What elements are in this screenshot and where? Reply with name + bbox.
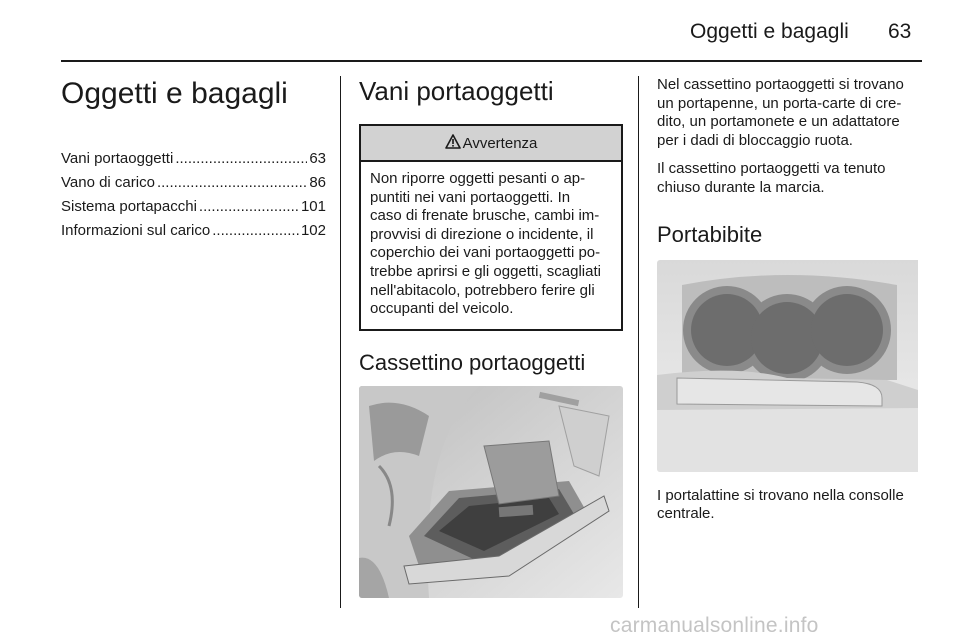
warning-line: coperchio dei vani portaoggetti po- [370, 244, 601, 262]
watermark: carmanualsonline.info [610, 614, 819, 637]
glovebox-description [657, 76, 923, 150]
text-line: centrale. [657, 505, 715, 523]
warning-line: caso di frenate brusche, cambi im- [370, 207, 600, 225]
warning-line: occupanti del veicolo. [370, 300, 514, 318]
text-line: un portapenne, un porta-carte di cre- [657, 94, 902, 112]
toc-entry[interactable] [61, 219, 326, 243]
section-column [359, 74, 623, 598]
toc-entry-label: Informazioni sul carico [61, 222, 211, 239]
toc-entry-label: Sistema portapacchi [61, 198, 197, 215]
glovebox-title: Cassettino portaoggetti [359, 349, 586, 375]
text-line: dito, un portamonete e un adattatore [657, 113, 900, 131]
glovebox-photo [359, 386, 623, 598]
toc-leader-dots [212, 219, 299, 243]
cupholders-title: Portabibite [657, 221, 763, 247]
text-column [657, 76, 923, 534]
text-line: I portalattine si trovano nella consolle [657, 486, 904, 504]
toc-entry-label: Vani portaoggetti [61, 150, 174, 167]
page-number: 63 [888, 20, 912, 43]
toc-entry-label: Vano di carico [61, 174, 155, 191]
section-title: Vani portaoggetti [359, 76, 554, 106]
cupholders-description [657, 487, 923, 524]
toc-entry-page: 63 [309, 150, 326, 167]
toc-entry[interactable] [61, 171, 326, 195]
cupholders-photo [657, 260, 923, 472]
warning-line: Non riporre oggetti pesanti o ap- [370, 170, 586, 187]
warning-text [361, 162, 621, 329]
warning-header [361, 126, 621, 162]
toc-entry-page: 101 [300, 198, 326, 215]
toc-leader-dots [157, 171, 307, 195]
column-divider-left [340, 76, 341, 608]
column-divider-right [638, 76, 639, 608]
toc-leader-dots [175, 147, 307, 171]
warning-line: provvisi di direzione o incidente, il [370, 225, 594, 243]
header-rule [61, 60, 922, 62]
table-of-contents [61, 147, 326, 243]
text-line: per i dadi di bloccaggio ruota. [657, 131, 853, 149]
chapter-title: Oggetti e bagagli [61, 77, 288, 110]
warning-line: trebbe aprirsi e gli oggetti, scagliati [370, 262, 601, 280]
warning-line: puntiti nei vani portaoggetti. In [370, 188, 571, 206]
glovebox-note [657, 160, 923, 197]
toc-entry[interactable] [61, 195, 326, 219]
text-line: Nel cassettino portaoggetti si trovano [657, 76, 904, 93]
text-line: chiuso durante la marcia. [657, 178, 825, 196]
warning-line: nell'abitacolo, potrebbero ferire gli [370, 281, 595, 299]
warning-box [359, 124, 623, 331]
text-line: Il cassettino portaoggetti va tenuto [657, 160, 886, 178]
warning-triangle-icon [445, 134, 461, 153]
running-header-title: Oggetti e bagagli [690, 20, 849, 43]
warning-label: Avvertenza [462, 134, 538, 152]
chapter-column [61, 74, 326, 243]
toc-entry-page: 86 [309, 174, 326, 191]
toc-entry[interactable] [61, 147, 326, 171]
toc-leader-dots [199, 195, 299, 219]
toc-entry-page: 102 [300, 222, 326, 239]
